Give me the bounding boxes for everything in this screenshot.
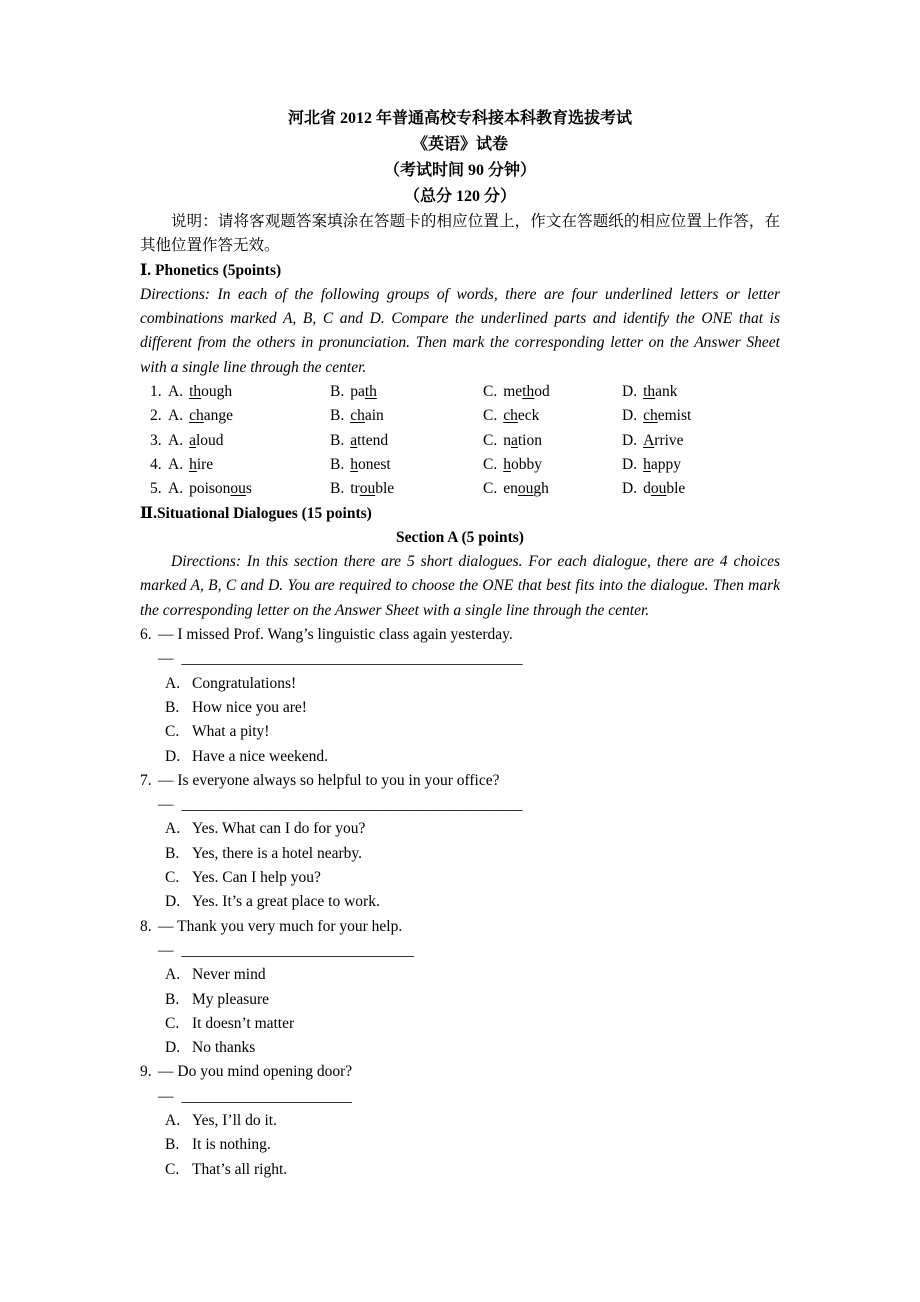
- word-post: ank: [655, 383, 678, 401]
- phonetics-option: [150, 380, 330, 404]
- phonetics-option: [622, 380, 780, 404]
- option-label: B.: [330, 480, 345, 498]
- word-post: appy: [650, 455, 681, 473]
- underlined-letters: ou: [359, 480, 376, 498]
- option-word: [643, 480, 685, 497]
- word-pre: tr: [350, 480, 360, 498]
- section2-heading: Ⅱ.Situational Dialogues (15 points): [140, 504, 372, 522]
- question-number: 1.: [150, 383, 162, 401]
- dash: —: [158, 1063, 174, 1081]
- option-text: Yes, I’ll do it.: [192, 1111, 277, 1129]
- option-text: My pleasure: [192, 990, 270, 1008]
- phonetics-option: [330, 477, 483, 501]
- phonetics-option: [622, 429, 780, 453]
- word-post: rrive: [654, 431, 684, 449]
- dialogue-item-9: [140, 1060, 780, 1181]
- dialogue-blank-line: [140, 939, 780, 963]
- underlined-letters: ch: [189, 407, 204, 425]
- word-pre: en: [503, 480, 518, 498]
- doc-title-main: 河北省 2012 年普通高校专科接本科教育选拔考试: [287, 110, 632, 127]
- option-label: B.: [330, 431, 345, 449]
- option-text: Have a nice weekend.: [192, 747, 328, 765]
- option-label: D.: [622, 480, 638, 498]
- option-text: Yes, there is a hotel nearby.: [192, 844, 363, 862]
- prompt-text: Do you mind opening door?: [177, 1063, 353, 1081]
- option-word: [503, 383, 550, 400]
- phonetics-question-4: [140, 453, 780, 477]
- option-text: Congratulations!: [192, 674, 297, 692]
- underlined-letters: ch: [503, 407, 518, 425]
- option-text: Yes. What can I do for you?: [192, 820, 366, 838]
- phonetics-option: [483, 477, 622, 501]
- dialogue-option: [140, 817, 780, 841]
- option-word: [350, 407, 384, 424]
- word-pre: pa: [350, 383, 365, 401]
- phonetics-option: [483, 429, 622, 453]
- underlined-letters: ch: [350, 407, 365, 425]
- option-word: [350, 383, 377, 400]
- doc-title-score: （总分 120 分）: [403, 188, 516, 205]
- option-word: [189, 456, 213, 473]
- underlined-letters: th: [643, 383, 656, 401]
- question-number: 6.: [140, 626, 152, 644]
- phonetics-option: [483, 380, 622, 404]
- dialogue-blank-line: [140, 793, 780, 817]
- option-word: [189, 383, 232, 400]
- prompt-text: I missed Prof. Wang’s linguistic class again yesterday.: [177, 626, 513, 644]
- option-word: [503, 456, 542, 473]
- phonetics-option: [483, 453, 622, 477]
- option-label: D.: [622, 431, 638, 449]
- option-label: D.: [165, 747, 181, 765]
- word-post: s: [245, 480, 252, 498]
- option-label: C.: [165, 1014, 180, 1032]
- question-number: 5.: [150, 480, 162, 498]
- option-label: A.: [168, 383, 184, 401]
- option-text: It doesn’t matter: [192, 1014, 295, 1032]
- phonetics-option: [150, 453, 330, 477]
- dash: —: [158, 650, 174, 668]
- word-post: ble: [666, 480, 686, 498]
- option-label: D.: [622, 383, 638, 401]
- option-label: A.: [165, 1111, 181, 1129]
- word-post: ough: [201, 383, 233, 401]
- option-label: B.: [330, 407, 345, 425]
- dialogue-option: [140, 1012, 780, 1036]
- underlined-letters: th: [189, 383, 202, 401]
- option-label: B.: [165, 844, 180, 862]
- dialogue-option: [140, 1036, 780, 1060]
- option-text: How nice you are!: [192, 698, 307, 716]
- option-label: D.: [622, 407, 638, 425]
- question-number: 3.: [150, 431, 162, 449]
- underlined-letters: ou: [650, 480, 667, 498]
- underlined-letters: th: [364, 383, 377, 401]
- dialogue-item-8: [140, 915, 780, 1061]
- word-post: ttend: [357, 431, 389, 449]
- answer-blank: ____________________________________________: [181, 650, 523, 668]
- option-label: A.: [168, 480, 184, 498]
- option-label: B.: [165, 1136, 180, 1154]
- option-text: Yes. Can I help you?: [192, 869, 321, 887]
- phonetics-option: [150, 404, 330, 428]
- option-label: B.: [165, 990, 180, 1008]
- phonetics-question-3: [140, 429, 780, 453]
- phonetics-question-1: [140, 380, 780, 404]
- word-post: ble: [375, 480, 395, 498]
- phonetics-option: [622, 477, 780, 501]
- option-word: [643, 432, 683, 449]
- dialogue-option: [140, 1133, 780, 1157]
- underlined-letters: a: [189, 431, 196, 449]
- option-text: Yes. It’s a great place to work.: [192, 893, 380, 911]
- dash: —: [158, 771, 174, 789]
- option-word: [503, 407, 539, 424]
- option-word: [503, 432, 542, 449]
- word-post: emist: [657, 407, 692, 425]
- option-word: [350, 480, 394, 497]
- answer-blank: ______________________: [181, 1087, 352, 1105]
- question-number: 2.: [150, 407, 162, 425]
- dash: —: [158, 917, 174, 935]
- option-label: C.: [165, 869, 180, 887]
- dash: —: [158, 1087, 174, 1105]
- option-label: D.: [165, 893, 181, 911]
- phonetics-option: [622, 404, 780, 428]
- section2a-heading: Section A (5 points): [396, 528, 524, 546]
- word-post: eck: [517, 407, 540, 425]
- option-label: C.: [165, 723, 180, 741]
- dialogue-prompt: [140, 769, 780, 793]
- dialogue-option: [140, 1158, 780, 1182]
- dialogue-blank-line: [140, 1085, 780, 1109]
- word-post: loud: [195, 431, 224, 449]
- dialogue-option: [140, 696, 780, 720]
- underlined-letters: th: [522, 383, 535, 401]
- option-word: [189, 432, 223, 449]
- word-post: tion: [517, 431, 542, 449]
- dialogue-prompt: [140, 623, 780, 647]
- phonetics-option: [150, 477, 330, 501]
- option-word: [643, 407, 691, 424]
- option-label: A.: [168, 431, 184, 449]
- prompt-text: Is everyone always so helpful to you in your office?: [177, 771, 500, 789]
- option-label: D.: [622, 455, 638, 473]
- question-number: 9.: [140, 1063, 152, 1081]
- phonetics-option: [330, 453, 483, 477]
- question-number: 4.: [150, 455, 162, 473]
- option-label: C.: [483, 455, 498, 473]
- word-pre: n: [503, 431, 511, 449]
- dialogue-option: [140, 963, 780, 987]
- dash: —: [158, 626, 174, 644]
- underlined-letters: ou: [517, 480, 534, 498]
- question-number: 8.: [140, 917, 152, 935]
- option-word: [643, 456, 681, 473]
- word-post: ain: [364, 407, 384, 425]
- option-label: A.: [168, 407, 184, 425]
- underlined-letters: h: [350, 455, 358, 473]
- phonetics-question-5: [140, 477, 780, 501]
- option-label: B.: [165, 698, 180, 716]
- dialogue-item-7: [140, 769, 780, 915]
- dialogue-option: [140, 890, 780, 914]
- dialogue-item-6: [140, 623, 780, 769]
- option-text: That’s all right.: [192, 1160, 288, 1178]
- word-post: ire: [196, 455, 214, 473]
- word-post: ange: [203, 407, 233, 425]
- option-label: A.: [165, 674, 181, 692]
- option-word: [189, 480, 252, 497]
- dialogue-option: [140, 988, 780, 1012]
- option-word: [503, 480, 549, 497]
- doc-title-subject: 《英语》试卷: [411, 136, 508, 153]
- word-post: obby: [510, 455, 542, 473]
- underlined-letters: a: [510, 431, 518, 449]
- answer-blank: ______________________________: [181, 941, 414, 959]
- underlined-letters: h: [503, 455, 511, 473]
- dialogue-blank-line: [140, 647, 780, 671]
- option-label: C.: [483, 480, 498, 498]
- option-label: C.: [165, 1160, 180, 1178]
- phonetics-option: [330, 380, 483, 404]
- word-post: od: [534, 383, 550, 401]
- option-label: A.: [165, 820, 181, 838]
- option-label: A.: [165, 966, 181, 984]
- section2-directions: Directions: In this section there are 5 short dialogues. For each dialogue, there are 4 choices marked A, B, C and D. You are required to choose the ONE that best fits into the dialogue. Then mark the corresponding letter on the Answer Sheet with a single line through the center.: [140, 553, 780, 619]
- dash: —: [158, 796, 174, 814]
- underlined-letters: h: [643, 455, 651, 473]
- underlined-letters: a: [350, 431, 358, 449]
- phonetics-question-2: [140, 404, 780, 428]
- phonetics-option: [150, 429, 330, 453]
- word-pre: d: [643, 480, 651, 498]
- option-word: [189, 407, 233, 424]
- option-text: No thanks: [192, 1039, 256, 1057]
- underlined-letters: ch: [643, 407, 658, 425]
- option-text: It is nothing.: [192, 1136, 271, 1154]
- option-label: C.: [483, 383, 498, 401]
- option-text: What a pity!: [192, 723, 270, 741]
- option-word: [350, 432, 388, 449]
- option-text: Never mind: [192, 966, 266, 984]
- option-label: C.: [483, 407, 498, 425]
- word-pre: me: [503, 383, 523, 401]
- phonetics-option: [622, 453, 780, 477]
- option-word: [643, 383, 677, 400]
- section1-directions: Directions: In each of the following groups of words, there are four underlined letters or letter combinations marked A, B, C and D. Compare the underlined parts and identify the ONE that is different from the others in pronunciation. Then mark the corresponding letter on the Answer Sheet with a single line through the center.: [140, 285, 780, 376]
- dialogue-option: [140, 745, 780, 769]
- phonetics-option: [483, 404, 622, 428]
- underlined-letters: A: [643, 431, 655, 449]
- dialogue-option: [140, 672, 780, 696]
- phonetics-option: [330, 404, 483, 428]
- dialogue-option: [140, 842, 780, 866]
- section1-heading: Ⅰ. Phonetics (5points): [140, 261, 282, 279]
- doc-title-duration: （考试时间 90 分钟）: [383, 162, 536, 179]
- option-label: B.: [330, 455, 345, 473]
- word-post: onest: [357, 455, 391, 473]
- option-label: C.: [483, 431, 498, 449]
- dialogue-option: [140, 1109, 780, 1133]
- dialogue-option: [140, 866, 780, 890]
- word-pre: poison: [189, 480, 231, 498]
- option-label: D.: [165, 1039, 181, 1057]
- answer-blank: ____________________________________________: [181, 796, 523, 814]
- option-label: B.: [330, 383, 345, 401]
- option-word: [350, 456, 390, 473]
- question-number: 7.: [140, 771, 152, 789]
- phonetics-option: [330, 429, 483, 453]
- underlined-letters: h: [189, 455, 197, 473]
- option-label: A.: [168, 455, 184, 473]
- dialogue-option: [140, 720, 780, 744]
- dash: —: [158, 941, 174, 959]
- word-post: gh: [533, 480, 549, 498]
- prompt-text: Thank you very much for your help.: [177, 917, 403, 935]
- exam-notice: 说明：请将客观题答案填涂在答题卡的相应位置上，作文在答题纸的相应位置上作答，在其他位置作答无效。: [140, 213, 780, 255]
- dialogue-prompt: [140, 915, 780, 939]
- underlined-letters: ou: [230, 480, 246, 498]
- dialogue-prompt: [140, 1060, 780, 1084]
